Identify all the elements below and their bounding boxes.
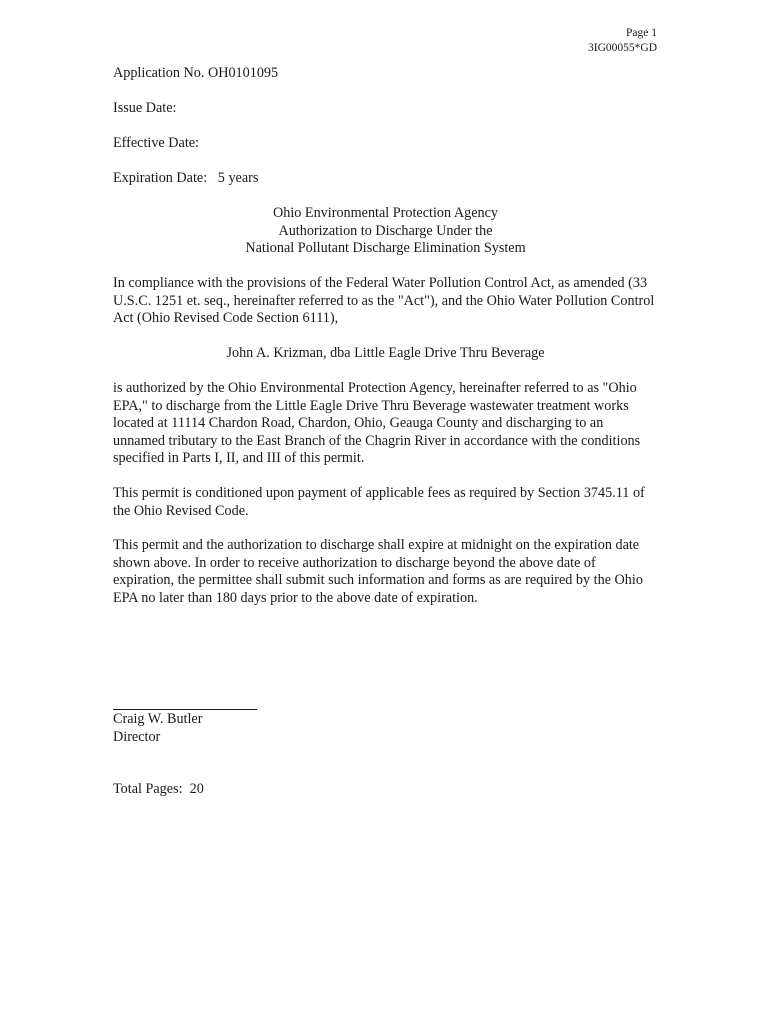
document-code: 3IG00055*GD <box>588 42 657 54</box>
authorization-paragraph: is authorized by the Ohio Environmental Protection Agency, hereinafter referred to as "Ohio EPA," to discharge from the Little Eagle Drive Thru Beverage wastewater treatment works located at 11114 Chardon Road, Chardon, Ohio, Geauga County and discharging to an unnamed tributary to the East Branch of the Chagrin River in accordance with the conditions specified in Parts I, II, and III of this permit. <box>113 380 641 466</box>
signatory-title: Director <box>113 729 161 745</box>
expiration-date: Expiration Date: 5 years <box>113 170 259 186</box>
title-line-3: National Pollutant Discharge Elimination System <box>245 240 526 256</box>
signatory-name: Craig W. Butler <box>113 711 203 727</box>
compliance-paragraph: In compliance with the provisions of the Federal Water Pollution Control Act, as amended (33 U.S.C. 1251 et. seq., hereinafter referred to as the "Act"), and the Ohio Water Pollution Control Act (Ohio Revised Code Section 6111), <box>113 275 655 326</box>
total-pages: Total Pages: 20 <box>113 781 204 797</box>
application-number: Application No. OH0101095 <box>113 65 279 81</box>
expiration-paragraph: This permit and the authorization to discharge shall expire at midnight on the expiration date shown above. In order to receive authorization to discharge beyond the above date of expiration, the permittee shall submit such information and forms as are required by the Ohio EPA no later than 180 days prior to the above date of expiration. <box>113 537 643 606</box>
fees-paragraph: This permit is conditioned upon payment of applicable fees as required by Section 3745.11 of the Ohio Revised Code. <box>113 485 645 519</box>
issue-date: Issue Date: <box>113 100 177 116</box>
permittee-name: John A. Krizman, dba Little Eagle Drive Thru Beverage <box>226 345 545 361</box>
effective-date: Effective Date: <box>113 135 199 151</box>
document-title <box>113 205 658 258</box>
title-line-1: Ohio Environmental Protection Agency <box>273 205 498 221</box>
page-header <box>588 26 657 56</box>
signature-line <box>113 709 257 710</box>
page-number: Page 1 <box>626 27 657 39</box>
title-line-2: Authorization to Discharge Under the <box>278 222 493 239</box>
